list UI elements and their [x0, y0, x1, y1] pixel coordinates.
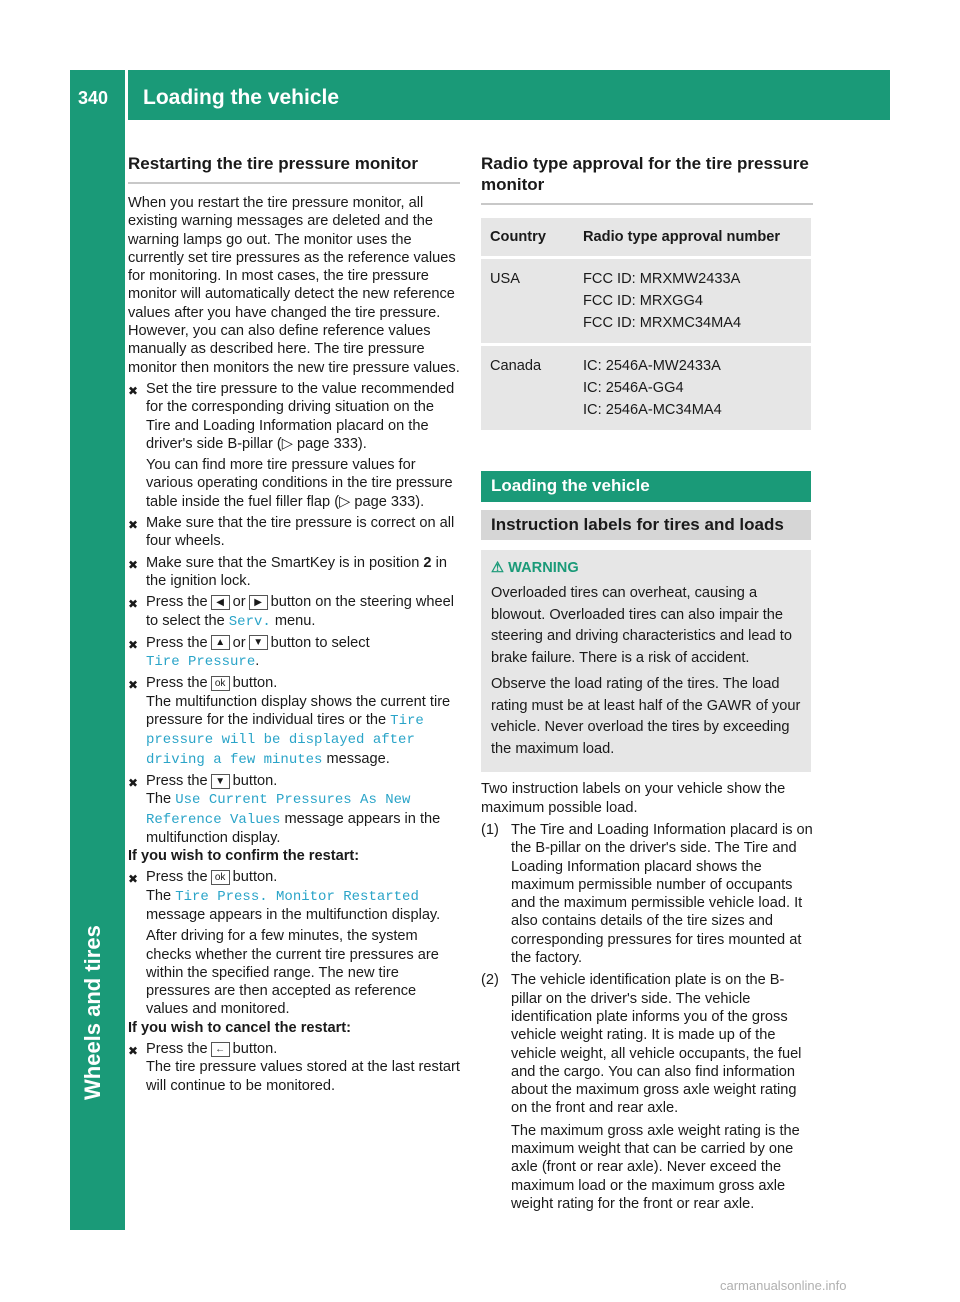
approval-number: IC: 2546A-MW2433A: [583, 358, 721, 375]
step-text: or: [232, 594, 246, 611]
step-note: [128, 927, 460, 1018]
list-item-text: The maximum gross axle weight rating is the maximum weight that can be carried by one axle (front or rear axle). Never exceed the maximum load or the maximum gross axle weight rating for the front or rear axle.: [511, 1122, 800, 1212]
display-menu-text: Tire Pressure: [146, 654, 256, 671]
table-row: [481, 259, 811, 343]
approval-number: FCC ID: MRXMW2433A: [583, 271, 741, 288]
step-arrow-icon: ✖: [128, 597, 139, 612]
ok-key-icon: ok: [211, 870, 230, 885]
step-text: button.: [232, 869, 278, 886]
step-text: button on the steering wheel to select the: [146, 594, 455, 629]
step-text: The: [146, 791, 172, 808]
table-cell-numbers: [574, 346, 811, 430]
list-item-text: The vehicle identification plate is on the B-pillar on the driver's side. The vehicle identification plate informs you of the gross vehicle weight rating. It is made up of the vehicle weight, all vehicle occupants, the fuel and the cargo. You can also find information about the maximum gross axle weight rating on the front and rear axle.: [511, 972, 802, 1117]
warning-box: [481, 550, 811, 773]
step-arrow-icon: ✖: [128, 1044, 139, 1059]
intro-paragraph: Two instruction labels on your vehicle show the maximum possible load.: [481, 781, 786, 816]
step-text: or: [232, 634, 246, 651]
section-title-band: Loading the vehicle: [481, 471, 811, 501]
step-text: Press the: [146, 869, 208, 886]
step-text: Set the tire pressure to the value recommended for the corresponding driving situation on the Tire and Loading Information placard on the driver's side B-pillar (▷ page 333).: [146, 380, 455, 452]
step-arrow-icon: ✖: [128, 383, 139, 398]
step-text: message appears in the multifunction display.: [146, 810, 441, 846]
list-item-text: The Tire and Loading Information placard is on the B-pillar on the driver's side. The Tire and Loading Information placard shows the maximum permissible number of occupants and the maximum permissible vehicle load. It also contains details of the tire sizes and corresponding pressures for tires mounted at the factory.: [511, 821, 813, 967]
table-row: [481, 346, 811, 430]
section-heading: Restarting the tire pressure monitor: [128, 154, 419, 173]
step-text: in the ignition lock.: [146, 554, 447, 589]
page-title: Loading the vehicle: [143, 86, 340, 109]
step-text: menu.: [274, 612, 316, 629]
step-item: [128, 634, 460, 672]
sidebar-label: Wheels and tires: [80, 925, 105, 1100]
step-text: button to select: [270, 634, 370, 651]
display-menu-text: Serv.: [228, 613, 271, 630]
table-cell-numbers: [574, 259, 811, 343]
step-arrow-icon: ✖: [128, 775, 139, 790]
warning-paragraph: Overloaded tires can overheat, causing a blowout. Overloaded tires can also impair the steering and driving characteristics and lead to brake failure. There is a risk of accident.: [491, 585, 792, 666]
list-item-note: [481, 1122, 813, 1213]
step-text: Make sure that the tire pressure is correct on all four wheels.: [146, 515, 455, 550]
down-arrow-key-icon: ▼: [249, 635, 268, 650]
approval-number: IC: 2546A-MC34MA4: [583, 402, 722, 419]
warning-paragraph: Observe the load rating of the tires. The load rating must be at least half of the GAWR of your vehicle. Never overload the tires by exceeding the maximum load.: [491, 676, 801, 757]
back-key-icon: ←: [211, 1042, 230, 1057]
list-item: [481, 971, 813, 1117]
left-arrow-key-icon: ◀: [211, 595, 230, 610]
step-text: Make sure that the SmartKey is in position: [146, 554, 420, 571]
step-item: [128, 1040, 460, 1095]
table-header-country: Country: [481, 218, 574, 256]
step-arrow-icon: ✖: [128, 557, 139, 572]
table-cell-country: Canada: [481, 346, 574, 430]
display-message-text: Use Current Pressures As New Reference Values: [146, 792, 411, 828]
step-text: Press the: [146, 772, 208, 789]
step-text: message appears in the multifunction display.: [146, 906, 441, 923]
step-item: [128, 868, 460, 924]
step-arrow-icon: ✖: [128, 678, 139, 693]
step-text: The tire pressure values stored at the last restart will continue to be monitored.: [146, 1059, 460, 1094]
step-text: Press the: [146, 1041, 208, 1058]
warning-triangle-icon: ⚠: [491, 559, 505, 576]
list-item-number: (2): [481, 972, 499, 989]
right-arrow-key-icon: ▶: [249, 595, 268, 610]
approval-number: IC: 2546A-GG4: [583, 380, 684, 397]
page-number: 340: [78, 88, 109, 108]
ok-key-icon: ok: [211, 676, 230, 691]
step-note: [128, 456, 460, 511]
warning-header: [491, 558, 801, 580]
heading-rule: [128, 182, 460, 184]
watermark-text: carmanualsonline.info: [720, 1278, 847, 1293]
display-message-text: Tire pressure will be displayed after driving a few minutes: [146, 713, 424, 768]
list-item: [481, 821, 813, 967]
display-message-text: Tire Press. Monitor Restarted: [175, 888, 419, 905]
table-header-row: [481, 218, 811, 256]
section-heading: Radio type approval for the tire pressure monitor: [481, 154, 809, 194]
step-item: [128, 593, 460, 631]
table-cell-country: USA: [481, 259, 574, 343]
subheading-confirm: If you wish to confirm the restart:: [128, 848, 360, 865]
approval-table: [481, 215, 811, 433]
step-text: Press the: [146, 634, 208, 651]
header-separator: [125, 70, 128, 120]
subheading-cancel: If you wish to cancel the restart:: [128, 1019, 352, 1036]
step-arrow-icon: ✖: [128, 518, 139, 533]
step-item: [128, 380, 460, 453]
subsection-title-band: Instruction labels for tires and loads: [481, 510, 811, 540]
step-item: [128, 514, 460, 551]
intro-paragraph: When you restart the tire pressure monitor, all existing warning messages are deleted and the warning lamps go out. The monitor uses the currently set tire pressures as the reference values for monitoring. In most cases, the tire pressure monitor will automatically detect the new reference values after you have changed the tire pressure. However, you can also define reference values manually as described here. The tire pressure monitor then monitors the new tire pressure values.: [128, 195, 460, 376]
step-text: Press the: [146, 675, 208, 692]
step-text: button.: [232, 675, 278, 692]
step-text: button.: [232, 1041, 278, 1058]
right-column: [481, 153, 813, 1213]
step-note-text: You can find more tire pressure values for various operating conditions in the tire pressure table inside the fuel filler flap (▷ page 333).: [146, 457, 453, 510]
step-item: [128, 772, 460, 847]
ignition-position: 2: [423, 554, 432, 571]
approval-number: FCC ID: MRXMC34MA4: [583, 315, 742, 332]
step-item: [128, 674, 460, 768]
step-text: The: [146, 887, 172, 904]
step-text: .: [255, 653, 260, 670]
up-arrow-key-icon: ▲: [211, 635, 230, 650]
left-column: [128, 153, 460, 1095]
list-item-number: (1): [481, 821, 499, 838]
step-text: The multifunction display shows the current tire pressure for the individual tires or the: [146, 693, 451, 729]
step-note-text: After driving for a few minutes, the system checks whether the current tire pressures are within the specified range. The new tire pressures are then accepted as reference values and monitored.: [146, 928, 439, 1018]
table-header-number: Radio type approval number: [574, 218, 811, 256]
step-text: message.: [326, 750, 390, 767]
approval-number: FCC ID: MRXGG4: [583, 293, 703, 310]
warning-title: WARNING: [508, 559, 579, 576]
step-text: Press the: [146, 594, 208, 611]
step-item: [128, 554, 460, 591]
step-arrow-icon: ✖: [128, 872, 139, 887]
step-text: button.: [232, 772, 278, 789]
heading-rule: [481, 203, 813, 205]
step-arrow-icon: ✖: [128, 637, 139, 652]
down-arrow-key-icon: ▼: [211, 774, 230, 789]
